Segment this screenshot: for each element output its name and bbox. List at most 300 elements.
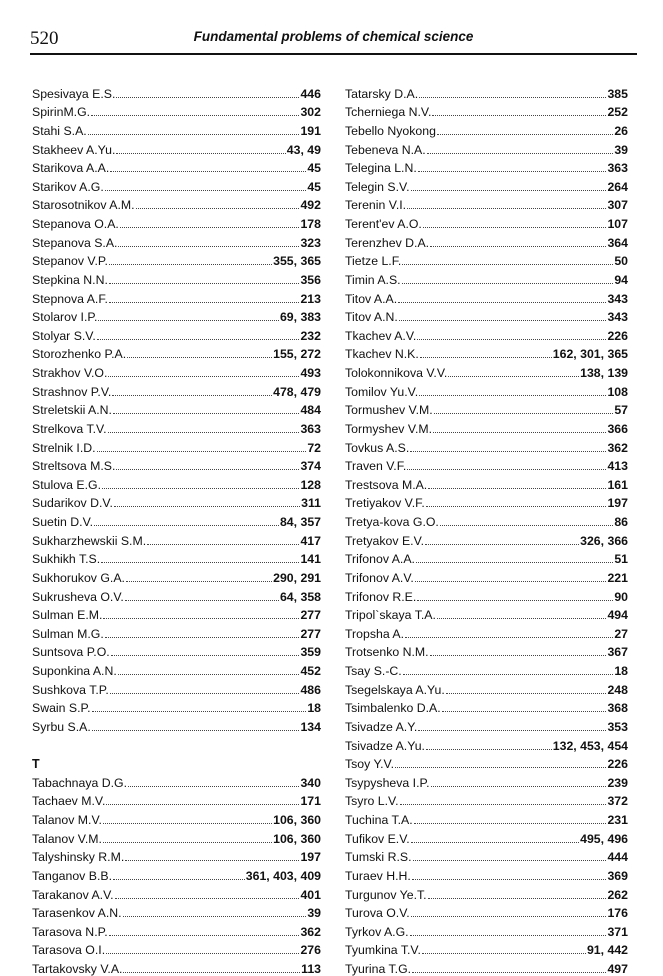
page-references: 290, 291 xyxy=(273,570,321,585)
dot-leader xyxy=(437,134,613,135)
page-references: 171 xyxy=(300,794,321,809)
author-name: Tarakanov A.V. xyxy=(32,887,114,902)
author-name: Tomilov Yu.V. xyxy=(345,384,419,399)
author-name: Tietze L.F. xyxy=(345,254,402,269)
index-entry xyxy=(345,753,628,772)
author-name: Tumski R.S. xyxy=(345,850,412,865)
section-gap xyxy=(32,734,321,753)
page-references: 178 xyxy=(300,217,321,231)
dot-leader xyxy=(102,488,299,489)
dot-leader xyxy=(111,655,300,656)
index-entry xyxy=(32,939,321,958)
header-rule xyxy=(30,53,637,55)
section-letter-heading: T xyxy=(32,757,40,772)
author-name: Sukhikh T.S. xyxy=(32,552,101,567)
index-entry xyxy=(345,473,628,492)
author-name: Tuchina T.A. xyxy=(345,813,413,827)
index-entry xyxy=(345,417,628,436)
author-name: Stahi S.A. xyxy=(32,123,87,138)
index-entry xyxy=(345,846,628,865)
index-entry xyxy=(32,287,321,306)
page-references: 367 xyxy=(607,645,628,660)
index-entry xyxy=(345,380,628,399)
author-name: Strashnov P.V. xyxy=(32,384,112,399)
index-entry xyxy=(345,324,628,343)
index-entry xyxy=(345,902,628,921)
index-entry xyxy=(345,436,628,455)
dot-leader xyxy=(442,711,607,712)
page-references: 138, 139 xyxy=(580,366,628,380)
page-references: 356 xyxy=(300,272,321,287)
page-references: 353 xyxy=(607,719,628,734)
dot-leader xyxy=(112,395,272,396)
index-entry xyxy=(32,510,321,529)
author-name: Tufikov E.V. xyxy=(345,831,410,846)
index-entry xyxy=(345,920,628,939)
dot-leader xyxy=(103,842,272,843)
author-name: Sudarikov D.V. xyxy=(32,496,113,511)
dot-leader xyxy=(109,935,300,936)
dot-leader xyxy=(412,972,606,973)
page-references: 43, 49 xyxy=(286,142,321,157)
index-entry xyxy=(32,864,321,883)
page-references: 213 xyxy=(300,291,321,306)
dot-leader xyxy=(399,320,607,321)
page-references: 495, 496 xyxy=(580,831,628,846)
author-name: Starikova A.A. xyxy=(32,161,110,176)
author-name: Turaev H.H. xyxy=(345,868,411,883)
page-references: 106, 360 xyxy=(273,831,321,846)
author-name: SpirinM.G. xyxy=(32,105,91,120)
index-entry xyxy=(345,827,628,846)
page-references: 226 xyxy=(607,757,628,772)
dot-leader xyxy=(407,469,606,470)
index-entry xyxy=(32,417,321,436)
page-references: 452 xyxy=(300,664,321,678)
index-entry xyxy=(32,436,321,455)
page-references: 374 xyxy=(300,459,321,474)
dot-leader xyxy=(147,544,299,545)
page-references: 90 xyxy=(614,589,628,604)
page-references: 359 xyxy=(300,645,321,660)
author-name: Tarasova N.P. xyxy=(32,924,108,939)
author-name: Trifonov A.V. xyxy=(345,570,414,585)
index-entry xyxy=(345,659,628,678)
index-entry xyxy=(345,734,628,753)
author-name: Trifonov R.E. xyxy=(345,589,417,604)
index-entry xyxy=(345,138,628,157)
author-name: Tsivadze A.Y. xyxy=(345,719,418,734)
page-references: 108 xyxy=(607,384,628,399)
index-entry xyxy=(32,82,321,101)
dot-leader xyxy=(109,283,300,284)
author-name: Tebello Nyokong xyxy=(345,123,436,138)
author-name: Tarasova O.I. xyxy=(32,943,106,958)
author-name: Sushkova T.P. xyxy=(32,682,109,697)
index-entry xyxy=(345,622,628,641)
author-name: Stakheev A.Yu. xyxy=(32,142,116,157)
page-references: 84, 357 xyxy=(279,515,321,529)
author-name: Strakhov V.O. xyxy=(32,366,108,380)
page-references: 106, 360 xyxy=(273,813,321,827)
index-entry xyxy=(32,250,321,269)
dot-leader xyxy=(403,674,614,675)
index-entry xyxy=(32,585,321,604)
index-entry xyxy=(345,212,628,231)
dot-leader xyxy=(136,208,300,209)
index-entry xyxy=(345,939,628,958)
author-name: Tsyro L.V. xyxy=(345,794,399,809)
author-name: Stepanova O.A. xyxy=(32,217,119,231)
running-title: Fundamental problems of chemical science xyxy=(193,29,474,44)
dot-leader xyxy=(414,823,607,824)
page-references: 343 xyxy=(607,310,628,325)
dot-leader xyxy=(418,171,607,172)
dot-leader xyxy=(446,693,607,694)
author-name: Stolyar S.V. xyxy=(32,328,96,343)
page-references: 64, 358 xyxy=(279,589,321,604)
page-references: 277 xyxy=(300,626,321,641)
dot-leader xyxy=(425,544,579,545)
dot-leader xyxy=(118,674,300,675)
page-references: 221 xyxy=(607,570,628,585)
dot-leader xyxy=(105,190,307,191)
index-entry xyxy=(345,119,628,138)
index-entry xyxy=(345,361,628,380)
page-references: 191 xyxy=(300,123,321,138)
page-references: 355, 365 xyxy=(273,254,321,269)
page-references: 343 xyxy=(607,291,628,306)
dot-leader xyxy=(395,767,606,768)
page-references: 155, 272 xyxy=(273,347,321,362)
author-name: Talanov V.M. xyxy=(32,831,102,846)
index-entry xyxy=(32,473,321,492)
page-references: 132, 453, 454 xyxy=(552,738,628,753)
page-references: 141 xyxy=(300,552,321,567)
author-name: Tretiyakov V.F. xyxy=(345,496,425,511)
dot-leader xyxy=(125,860,299,861)
index-entry xyxy=(32,138,321,157)
index-entry xyxy=(32,119,321,138)
dot-leader xyxy=(448,376,579,377)
dot-leader xyxy=(123,916,307,917)
author-name: Titov A.A. xyxy=(345,291,398,306)
author-name: Tropsha A. xyxy=(345,626,405,641)
dot-leader xyxy=(98,320,279,321)
index-entry xyxy=(345,268,628,287)
index-entry xyxy=(345,175,628,194)
page-references: 226 xyxy=(607,328,628,343)
page-references: 51 xyxy=(614,552,628,567)
index-entry xyxy=(32,492,321,511)
dot-leader xyxy=(411,916,607,917)
dot-leader xyxy=(411,190,607,191)
index-entry xyxy=(345,399,628,418)
page-references: 323 xyxy=(300,235,321,250)
author-name: Titov A.N. xyxy=(345,310,398,325)
index-entry xyxy=(32,622,321,641)
index-entry xyxy=(32,957,321,976)
dot-leader xyxy=(417,339,606,340)
author-name: Telegina L.N. xyxy=(345,161,417,176)
author-name: Turgunov Ye.T. xyxy=(345,887,427,902)
page-references: 311 xyxy=(301,496,321,511)
index-entry xyxy=(32,548,321,567)
index-entry xyxy=(32,175,321,194)
index-entry xyxy=(32,361,321,380)
page-references: 497 xyxy=(607,962,628,976)
index-entry xyxy=(32,343,321,362)
author-name: Sulman M.G. xyxy=(32,626,104,641)
author-name: Syrbu S.A. xyxy=(32,719,91,734)
index-entry xyxy=(345,529,628,548)
page-references: 18 xyxy=(307,701,321,716)
dot-leader xyxy=(97,339,300,340)
dot-leader xyxy=(103,618,299,619)
index-entry xyxy=(32,808,321,827)
page-references: 232 xyxy=(300,328,321,343)
author-name: Terenzhev D.A. xyxy=(345,235,430,250)
dot-leader xyxy=(428,488,606,489)
dot-leader xyxy=(427,153,614,154)
index-entry xyxy=(32,212,321,231)
dot-leader xyxy=(419,97,606,98)
index-entry xyxy=(345,864,628,883)
index-entry xyxy=(345,306,628,325)
page-references: 45 xyxy=(307,161,321,176)
index-entry xyxy=(345,343,628,362)
index-entry xyxy=(345,771,628,790)
dot-leader xyxy=(402,283,614,284)
author-name: Talanov M.V. xyxy=(32,813,102,827)
author-name: Tkachev A.V. xyxy=(345,328,417,343)
page-references: 362 xyxy=(300,924,321,939)
index-entry xyxy=(32,324,321,343)
page-references: 361, 403, 409 xyxy=(245,868,321,883)
page-references: 86 xyxy=(614,515,628,529)
dot-leader xyxy=(433,432,606,433)
page-references: 26 xyxy=(614,123,628,138)
author-name: Sukhorukov G.A. xyxy=(32,570,125,585)
page-references: 371 xyxy=(607,924,628,939)
dot-leader xyxy=(398,302,606,303)
dot-leader xyxy=(128,786,299,787)
dot-leader xyxy=(417,600,613,601)
dot-leader xyxy=(413,860,607,861)
index-entry xyxy=(345,604,628,623)
index-entry xyxy=(32,306,321,325)
dot-leader xyxy=(110,693,300,694)
index-column-left xyxy=(32,82,321,976)
dot-leader xyxy=(437,618,607,619)
dot-leader xyxy=(94,525,279,526)
author-name: Sukrusheva O.V. xyxy=(32,589,124,604)
dot-leader xyxy=(106,804,299,805)
author-name: Tsay S.-C. xyxy=(345,664,402,678)
dot-leader xyxy=(411,842,579,843)
author-name: Tormushev V.M. xyxy=(345,403,433,418)
author-name: Suetin D.V. xyxy=(32,515,94,529)
page-references: 57 xyxy=(614,403,628,418)
page-references: 197 xyxy=(300,850,321,865)
dot-leader xyxy=(407,208,606,209)
index-entry xyxy=(32,529,321,548)
dot-leader xyxy=(123,972,300,973)
index-entry xyxy=(345,641,628,660)
dot-leader xyxy=(426,506,607,507)
dot-leader xyxy=(114,506,300,507)
author-name: Tolokonnikova V.V. xyxy=(345,366,448,380)
page-references: 134 xyxy=(300,719,321,734)
page-references: 302 xyxy=(300,105,321,120)
dot-leader xyxy=(126,581,272,582)
index-entry xyxy=(32,101,321,120)
index-entry xyxy=(32,566,321,585)
dot-leader xyxy=(110,171,306,172)
dot-leader xyxy=(88,134,300,135)
dot-leader xyxy=(419,395,606,396)
page-references: 401 xyxy=(300,887,321,902)
index-entry xyxy=(345,548,628,567)
page-references: 446 xyxy=(300,86,321,101)
index-entry xyxy=(32,604,321,623)
page-references: 50 xyxy=(614,254,628,269)
page-references: 264 xyxy=(607,179,628,194)
author-name: Talyshinsky R.M. xyxy=(32,850,125,865)
index-entry xyxy=(32,846,321,865)
index-entry xyxy=(32,827,321,846)
index-entry xyxy=(32,455,321,474)
page-references: 39 xyxy=(614,142,628,157)
index-entry xyxy=(32,771,321,790)
page-references: 494 xyxy=(607,608,628,623)
dot-leader xyxy=(91,115,299,116)
index-entry xyxy=(345,510,628,529)
dot-leader xyxy=(426,749,552,750)
index-entry xyxy=(345,101,628,120)
author-name: Trotsenko N.M. xyxy=(345,645,429,660)
page-references: 368 xyxy=(607,701,628,716)
index-entry xyxy=(345,883,628,902)
index-entry xyxy=(345,455,628,474)
author-name: Tripol`skaya T.A. xyxy=(345,608,436,623)
author-name: Tachaev M.V. xyxy=(32,794,106,809)
index-entry xyxy=(345,250,628,269)
author-name: Tcherniega N.V. xyxy=(345,105,432,120)
author-name: Streltsova M.S. xyxy=(32,459,116,474)
dot-leader xyxy=(116,153,285,154)
author-name: Sulman E.M. xyxy=(32,608,103,623)
page-references: 366 xyxy=(607,421,628,436)
dot-leader xyxy=(106,953,299,954)
author-name: Tsegelskaya A.Yu. xyxy=(345,682,445,697)
dot-leader xyxy=(420,357,552,358)
page-references: 492 xyxy=(300,198,321,213)
index-entry xyxy=(32,157,321,176)
page-references: 326, 366 xyxy=(580,533,628,548)
dot-leader xyxy=(103,823,272,824)
dot-leader xyxy=(92,711,307,712)
index-entry xyxy=(32,697,321,716)
page-references: 444 xyxy=(607,850,628,865)
dot-leader xyxy=(92,730,300,731)
index-entry xyxy=(345,492,628,511)
page-references: 417 xyxy=(300,533,321,548)
author-name: Tyrkov A.G. xyxy=(345,924,409,939)
dot-leader xyxy=(432,115,606,116)
author-name: Starosotnikov A.M. xyxy=(32,198,135,213)
index-entry xyxy=(32,678,321,697)
dot-leader xyxy=(108,432,300,433)
index-entry xyxy=(32,920,321,939)
dot-leader xyxy=(415,581,607,582)
index-entry xyxy=(32,268,321,287)
index-entry xyxy=(345,82,628,101)
page-references: 128 xyxy=(300,477,321,492)
index-entry xyxy=(32,883,321,902)
dot-leader xyxy=(440,525,613,526)
page-number: 520 xyxy=(30,28,59,49)
index-entry xyxy=(32,399,321,418)
index-column-right xyxy=(345,82,628,976)
author-name: Tovkus A.S. xyxy=(345,440,410,455)
dot-leader xyxy=(120,227,300,228)
index-entry xyxy=(32,641,321,660)
author-name: Suntsova P.O. xyxy=(32,645,110,660)
dot-leader xyxy=(405,637,613,638)
page-references: 364 xyxy=(607,235,628,250)
author-name: Stepkina N.N. xyxy=(32,272,108,287)
author-name: Stulova E.G. xyxy=(32,477,102,492)
index-entry xyxy=(32,790,321,809)
author-name: Spesivaya E.S. xyxy=(32,86,116,101)
author-name: Stepanova S.A. xyxy=(32,235,118,250)
author-name: Stepanov V.P. xyxy=(32,254,108,269)
author-name: Terent'ev A.O. xyxy=(345,217,422,231)
author-name: Swain S.P. xyxy=(32,701,91,716)
author-name: Storozhenko P.A. xyxy=(32,347,127,362)
dot-leader xyxy=(127,357,272,358)
index-entry xyxy=(32,231,321,250)
author-name: Tarasenkov A.N. xyxy=(32,906,122,921)
page-references: 197 xyxy=(607,496,628,511)
author-name: Stepnova A.F. xyxy=(32,291,108,306)
index-entry xyxy=(345,287,628,306)
dot-leader xyxy=(105,637,300,638)
page-references: 39 xyxy=(307,906,321,921)
author-name: Tretya-kova G.O. xyxy=(345,515,439,529)
dot-leader xyxy=(109,302,300,303)
page-references: 72 xyxy=(307,440,321,455)
author-name: Tebeneva N.A. xyxy=(345,142,426,157)
page-references: 486 xyxy=(300,682,321,697)
dot-leader xyxy=(400,804,607,805)
author-name: Tretyakov E.V. xyxy=(345,533,425,548)
page-references: 362 xyxy=(607,440,628,455)
page-references: 363 xyxy=(607,161,628,176)
page-references: 45 xyxy=(307,179,321,194)
author-name: Strelnik I.D. xyxy=(32,440,96,455)
dot-leader xyxy=(97,451,307,452)
author-name: Telegin S.V. xyxy=(345,179,410,194)
page-references: 161 xyxy=(607,477,628,492)
page-references: 162, 301, 365 xyxy=(552,347,628,362)
page-references: 385 xyxy=(607,86,628,101)
dot-leader xyxy=(113,413,300,414)
dot-leader xyxy=(422,953,586,954)
dot-leader xyxy=(430,246,606,247)
dot-leader xyxy=(434,413,614,414)
